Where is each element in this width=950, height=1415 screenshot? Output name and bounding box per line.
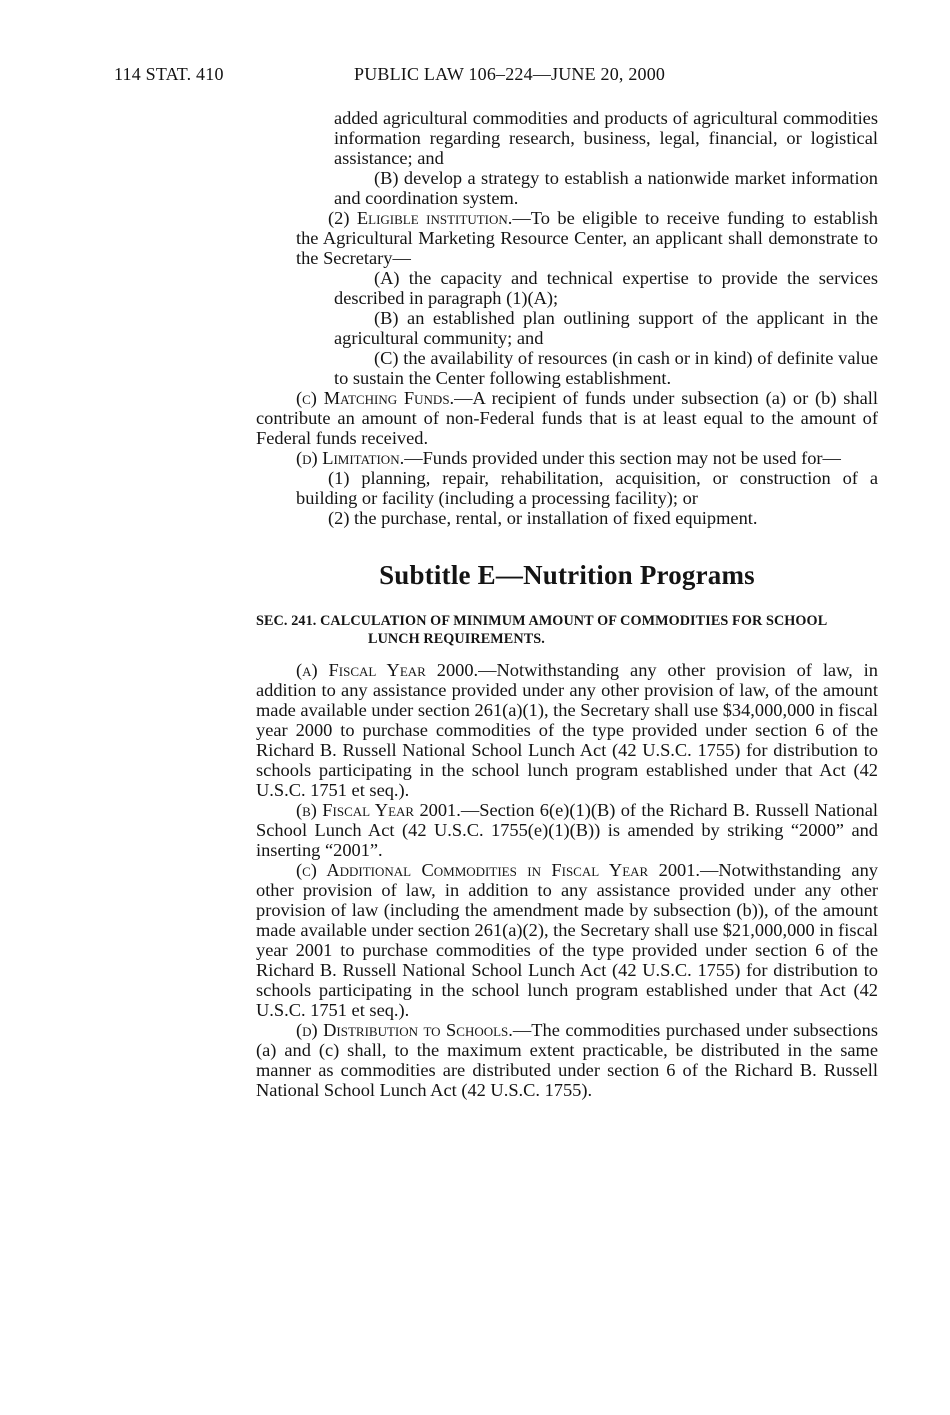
subsection-d-limitation: [256, 448, 878, 468]
subsection-label: (d) Distribution to Schools.: [296, 1020, 513, 1040]
paragraph-2a: (A) the capacity and technical expertise to provide the services described in paragraph (1)(A);: [334, 268, 878, 308]
paragraph-d1: (1) planning, repair, rehabilitation, acquisition, or construction of a building or facility (including a processing facility); or: [296, 468, 878, 508]
subsection-label: (b) Fiscal Year 2001.: [296, 800, 461, 820]
section-241-d: [256, 1020, 878, 1100]
paragraph-2b: (B) an established plan outlining support of the applicant in the agricultural community; and: [334, 308, 878, 348]
subsection-text: —Funds provided under this section may not be used for—: [404, 448, 841, 468]
subsection-text: —Notwithstanding any other provision of law, in addition to any assistance provided under any other provision of law, of the amount made available under section 261(a)(1), the Secretary shall use $34,000,000 in fiscal year 2000 to purchase commodities of the type provided under section 6 of the Richard B. Russell National School Lunch Act (42 U.S.C. 1755) for distribution to schools participating in the school lunch program established under that Act (42 U.S.C. 1751 et seq.).: [256, 660, 879, 800]
subsection-c-matching-funds: [256, 388, 878, 448]
page-header: [114, 64, 882, 90]
paragraph-continuation: added agricultural commodities and products of agricultural commodities information regarding research, business, legal, financial, or logistical assistance; and: [334, 108, 878, 168]
subsection-text: —The commodities purchased under subsections (a) and (c) shall, to the maximum extent practicable, be distributed in the same manner as commodities are distributed under section 6 of the Richard B. Russell National School Lunch Act (42 U.S.C. 1755).: [256, 1020, 878, 1100]
section-heading: SEC. 241. CALCULATION OF MINIMUM AMOUNT OF COMMODITIES FOR SCHOOL LUNCH REQUIREMENTS.: [256, 613, 827, 647]
section-241-c: [256, 860, 878, 1020]
paragraph-2c: (C) the availability of resources (in cash or in kind) of definite value to sustain the Center following establishment.: [334, 348, 878, 388]
paragraph-text: —To be eligible to receive funding to establish the Agricultural Marketing Resource Center, an applicant shall demonstrate to the Secretary—: [296, 208, 878, 268]
paragraph-1b: (B) develop a strategy to establish a nationwide market information and coordination system.: [334, 168, 878, 208]
subsection-label: (c) Additional Commodities in Fiscal Year 2001.: [296, 860, 701, 880]
paragraph-2-eligible-institution: [256, 208, 878, 268]
subsection-label: (d) Limitation.: [296, 448, 405, 468]
paragraph-d2: (2) the purchase, rental, or installation of fixed equipment.: [328, 508, 758, 528]
section-241-b: [256, 800, 878, 860]
section-241-a: [256, 660, 878, 800]
running-head: PUBLIC LAW 106–224—JUNE 20, 2000: [354, 64, 666, 84]
document-body: [256, 108, 878, 1100]
paragraph-label: (2) Eligible institution.: [328, 208, 513, 228]
subsection-text: —Section 6(e)(1)(B) of the Richard B. Russell National School Lunch Act (42 U.S.C. 1755(e)(1)(B)) is amended by striking “2000” and inserting “2001”.: [256, 800, 878, 860]
subtitle-heading: Subtitle E—Nutrition Programs: [379, 560, 755, 590]
subsection-label: (a) Fiscal Year 2000.: [296, 660, 479, 680]
subsection-text: —A recipient of funds under subsection (a) or (b) shall contribute an amount of non-Federal funds that is at least equal to the amount of Federal funds received.: [256, 388, 878, 448]
subsection-label: (c) Matching Funds.: [296, 388, 455, 408]
statute-page-number: 114 STAT. 410: [114, 64, 224, 84]
subsection-text: —Notwithstanding any other provision of law, in addition to any assistance provided under any other provision of law (including the amendment made by subsection (b)), of the amount made available under section 261(a)(2), the Secretary shall use $21,000,000 in fiscal year 2001 to purchase commodities of the type provided under section 6 of the Richard B. Russell National School Lunch Act (42 U.S.C. 1755) for distribution to schools participating in the school lunch program established under that Act (42 U.S.C. 1751 et seq.).: [256, 860, 879, 1020]
